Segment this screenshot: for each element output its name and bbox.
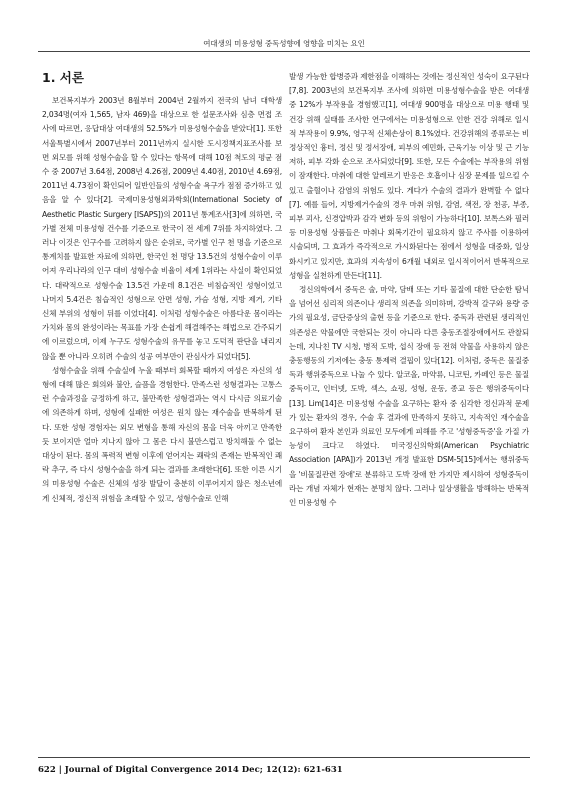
footer-rule [38, 757, 530, 758]
section-title: 1. 서론 [42, 70, 84, 85]
left-column [42, 70, 282, 750]
paragraph: 보건복지부가 2003년 8월부터 2004년 2월까지 전국의 남녀 대학생 2,034명(여자 1,565, 남자 469)을 대상으로 한 설문조사와 심층 면접 조사에 따르면, 응답대상 여대생의 52.5%가 미용성형수술을 받았다[1]. 또한 서울특별시에서 2007년부터 2011년까지 실시한 도시정책지표조사를 보면 외모를 위해 성형수술을 할 수 있다는 항목에 대해 10점 척도의 평균 점수 중 2007년 3.64점, 2008년 4.26점, 2009년 4.40점, 2010년 4.69점, 2011년 4.73점이 확인되어 일반인들의 성형수술 욕구가 점점 증가하고 있음을 알 수 있다[2]. 국제미용성형외과학회(International Society of Aesthetic Plastic Surgery [ISAPS])의 2011년 통계조사[3]에 의하면, 국가별 전체 미용성형 건수를 기준으로 한국이 전 세계 7위를 차지하였다. 그러나 이것은 인구수를 고려하지 않은 순위로, 국가별 인구 천 명을 기준으로 통계치를 발표한 자료에 의하면, 한국인 천 명당 13.5건의 성형수술이 이루어져 우리나라의 인구 대비 성형수술 비율이 세계 1위라는 사실이 확인되었다. 대략적으로 성형수술 13.5건 가운데 8.1건은 비침습적인 성형이었고 나머지 5.4건은 침습적인 성형으로 안면 성형, 가슴 성형, 지방 제거, 기타 신체 부위의 성형이 뒤를 이었다[4]. 이처럼 성형수술은 아름다운 몸이라는 가치와 몸의 완성이라는 목표를 가장 손쉽게 해결해주는 해법으로 간주되기에 이르렀으며, 이제 누구도 성형수술의 유무를 놓고 도덕적 판단을 내리지 않을 뿐 아니라 오히려 수술의 성공 여부만이 관심사가 되었다[5]. [42, 96, 282, 361]
running-head: 여대생의 미용성형 중독성향에 영향을 미치는 요인 [203, 39, 365, 48]
paragraph: 성형수술을 위해 수술실에 누울 때부터 회복할 때까지 여성은 자신의 성형에 대해 많은 회의와 불안, 슬픔을 경험한다. 만족스런 성형결과는 고통스런 수술과정을 긍정하게 하고, 불만족한 성형결과는 역시 다시금 의료기술에 의존하게 하며, 성형에 실패한 여성은 원치 않는 재수술을 반복하게 된다. 또한 성형 경험자는 외모 변형을 통해 자신의 몸을 더욱 아끼고 만족한 듯 보이지만 얼마 지나지 않아 그 몸은 다시 불만스럽고 방치해둘 수 없는 대상이 된다. 몸의 폭력적 변형 이후에 얻어지는 쾌락의 존재는 반복적인 쾌락 추구, 즉 다시 성형수술을 하게 되는 결과를 초래한다[6]. 또한 이른 시기의 미용성형 수술은 신체의 성장 발달이 충분히 이루어지지 않은 청소년에게 신체적, 정신적 위험을 초래할 수 있고, 성형수술로 인해 [42, 365, 282, 503]
paragraph: 발생 가능한 합병증과 제한점을 이해하는 것에는 정신적인 성숙이 요구된다[7,8]. 2003년의 보건복지부 조사에 의하면 미용성형수술을 받은 여대생 중 12%가 부작용을 경험했고[1], 여대생 900명을 대상으로 미용 행태 및 건강 위해 실태를 조사한 연구에서는 미용성형으로 인한 건강 위해로 일시적 부작용이 9.9%, 영구적 신체손상이 8.1%였다. 건강위해의 종류로는 비정상적인 흉터, 정신 및 정서장애, 피부의 예민화, 근육기능 이상 및 근 기능저하, 피부 각화 순으로 조사되었다[9]. 또한, 모든 수술에는 부작용의 위험이 잠재한다. 마취에 대한 알레르기 반응은 호흡이나 심장 문제를 일으킬 수 있고 출혈이나 감염의 위험도 있다. 게다가 수술의 결과가 완벽할 수 없다[7]. 예를 들어, 지방제거수술의 경우 마취 위험, 감염, 색전, 장 천공, 부종, 피부 괴사, 신경압박과 감각 변화 등의 위험이 가능하다[10]. 보톡스와 필러 등 미용성형 상품들은 마취나 회복기간이 필요하지 않고 주사를 이용하여 시술되며, 그 효과가 즉각적으로 가시화된다는 점에서 성형을 대중화, 일상화시키고 있지만, 효과의 지속성이 6개월 내외로 일시적이어서 반복적으로 성형을 실천하게 만든다[11]. [289, 72, 529, 280]
footer-citation: 622 | Journal of Digital Convergence 2014 Dec; 12(12): 621-631 [38, 765, 343, 775]
right-column [289, 70, 529, 750]
paragraph: 정신의학에서 중독은 술, 마약, 담배 또는 기타 물질에 대한 단순한 탐닉을 넘어선 심리적 의존이나 생리적 의존을 의미하며, 강박적 갈구와 용량 증가의 필요성, 금단증상의 출현 등을 기준으로 한다. 중독과 관련된 생리적인 의존성은 약물에만 국한되는 것이 아니라 다른 충동조절장애에서도 관찰되는데, 지나친 TV 시청, 병적 도박, 섭식 장애 등 전혀 약물을 사용하지 않은 충동행동의 기저에는 충동 통제력 결핍이 있다[12]. 이처럼, 중독은 물질중독과 행위중독으로 나눌 수 있다. 알코올, 마약류, 니코틴, 카페인 등은 물질중독이고, 인터넷, 도박, 섹스, 쇼핑, 성형, 운동, 종교 등은 행위중독이다[13]. Lim[14]은 미용성형 수술을 요구하는 환자 중 심각한 정신과적 문제가 있는 환자의 경우, 수술 후 결과에 만족하지 못하고, 지속적인 재수술을 요구하여 환자 본인과 의료인 모두에게 피해를 주고 '성형중독증'을 가질 가능성이 크다고 하였다. 미국정신의학회(American Psychiatric Association [APA])가 2013년 개정 발표한 DSM-5[15]에서는 행위중독을 '비물질관련 장애'로 분류하고 도박 장애 한 가지만 제시하여 성형중독이라는 개념 자체가 현재는 분명치 않다. 그러나 일상생활을 방해하는 반복적인 미용성형 수 [289, 285, 529, 508]
header-rule [38, 51, 530, 52]
